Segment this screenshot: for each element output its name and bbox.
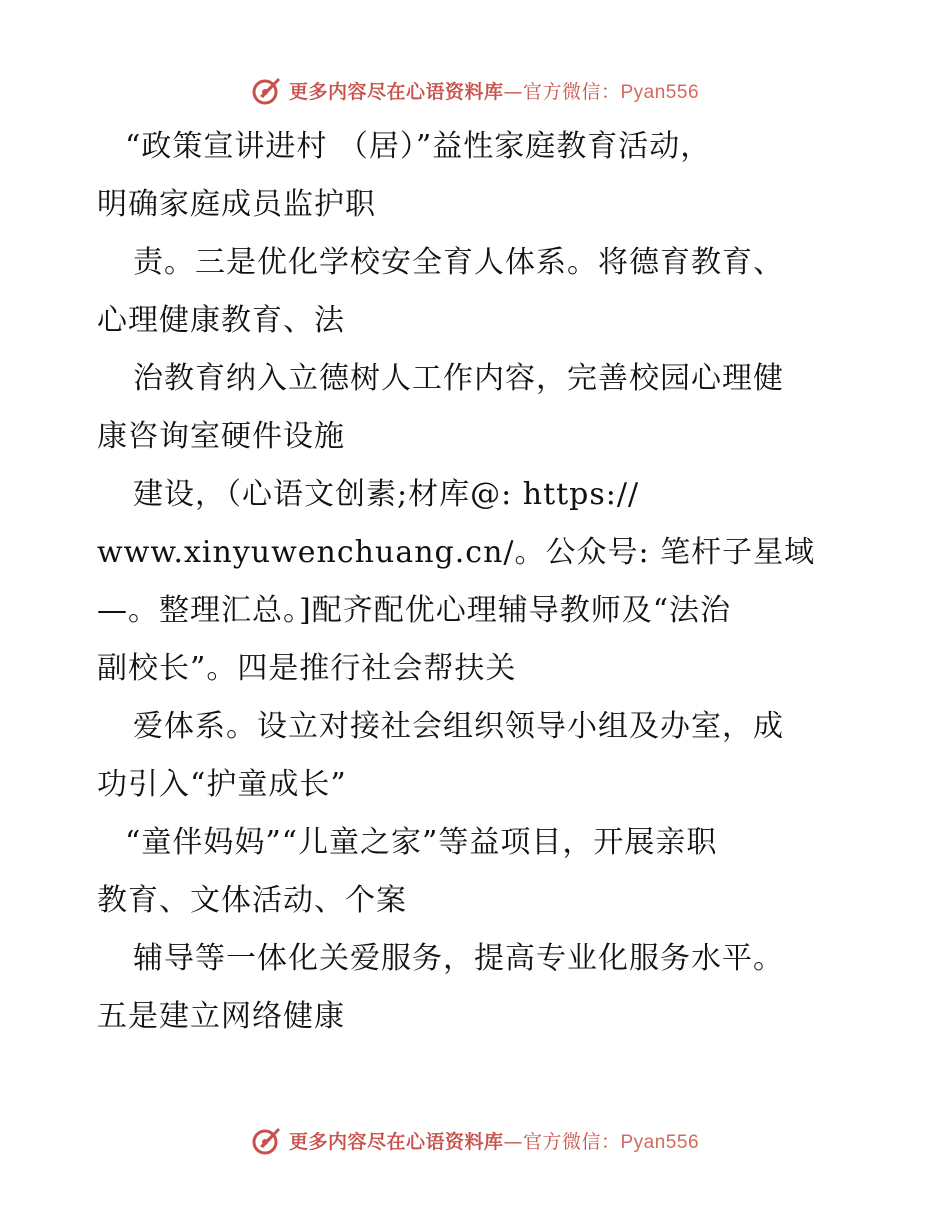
text-line: 心理健康教育、法 [97,303,345,338]
banner-wechat-label: 官方微信： [522,1130,621,1153]
quill-logo-icon [251,74,283,106]
quill-logo-icon [251,1124,283,1156]
banner-wechat-label: 官方微信： [522,80,621,103]
document-body [97,118,897,1046]
text-line: 爱体系。设立对接社会组织领导小组及办室，成 [133,709,784,744]
banner-text [289,1127,699,1154]
text-line: —。整理汇总。]配齐配优心理辅导教师及“法治 [97,593,732,628]
banner-dash: — [503,1130,523,1153]
text-line: “政策宣讲进村 （居）”益性家庭教育活动， [125,129,712,164]
text-line: 辅导等一体化关爱服务，提高专业化服务水平。 [133,941,784,976]
banner-brand: 更多内容尽在心语资料库 [288,80,504,103]
text-line: 五是建立网络健康 [97,999,345,1034]
text-line: 教育、文体活动、个案 [97,883,407,918]
banner-wechat-id: Pyan556 [620,1131,700,1153]
text-line: 明确家庭成员监护职 [97,187,376,222]
text-line: 责。三是优化学校安全育人体系。将德育教育、 [133,245,784,280]
text-line: www.xinyuwenchuang.cn/。公众号: 笔杆子星域 [97,535,816,570]
banner-brand: 更多内容尽在心语资料库 [288,1130,504,1153]
banner-dash: — [503,80,523,103]
header-banner [0,70,950,110]
text-line: 副校长”。四是推行社会帮扶关 [97,651,517,686]
text-line: 治教育纳入立德树人工作内容，完善校园心理健 [133,361,784,396]
text-line: “童伴妈妈”“儿童之家”等益项目，开展亲职 [125,825,718,860]
text-line: 功引入“护童成长” [97,767,347,802]
banner-wechat-id: Pyan556 [620,81,700,103]
text-line: 康咨询室硬件设施 [97,419,345,454]
banner-text [289,77,699,104]
footer-banner [0,1120,950,1160]
text-line: 建设，（心语文创素;材库@: https:// [133,477,640,512]
